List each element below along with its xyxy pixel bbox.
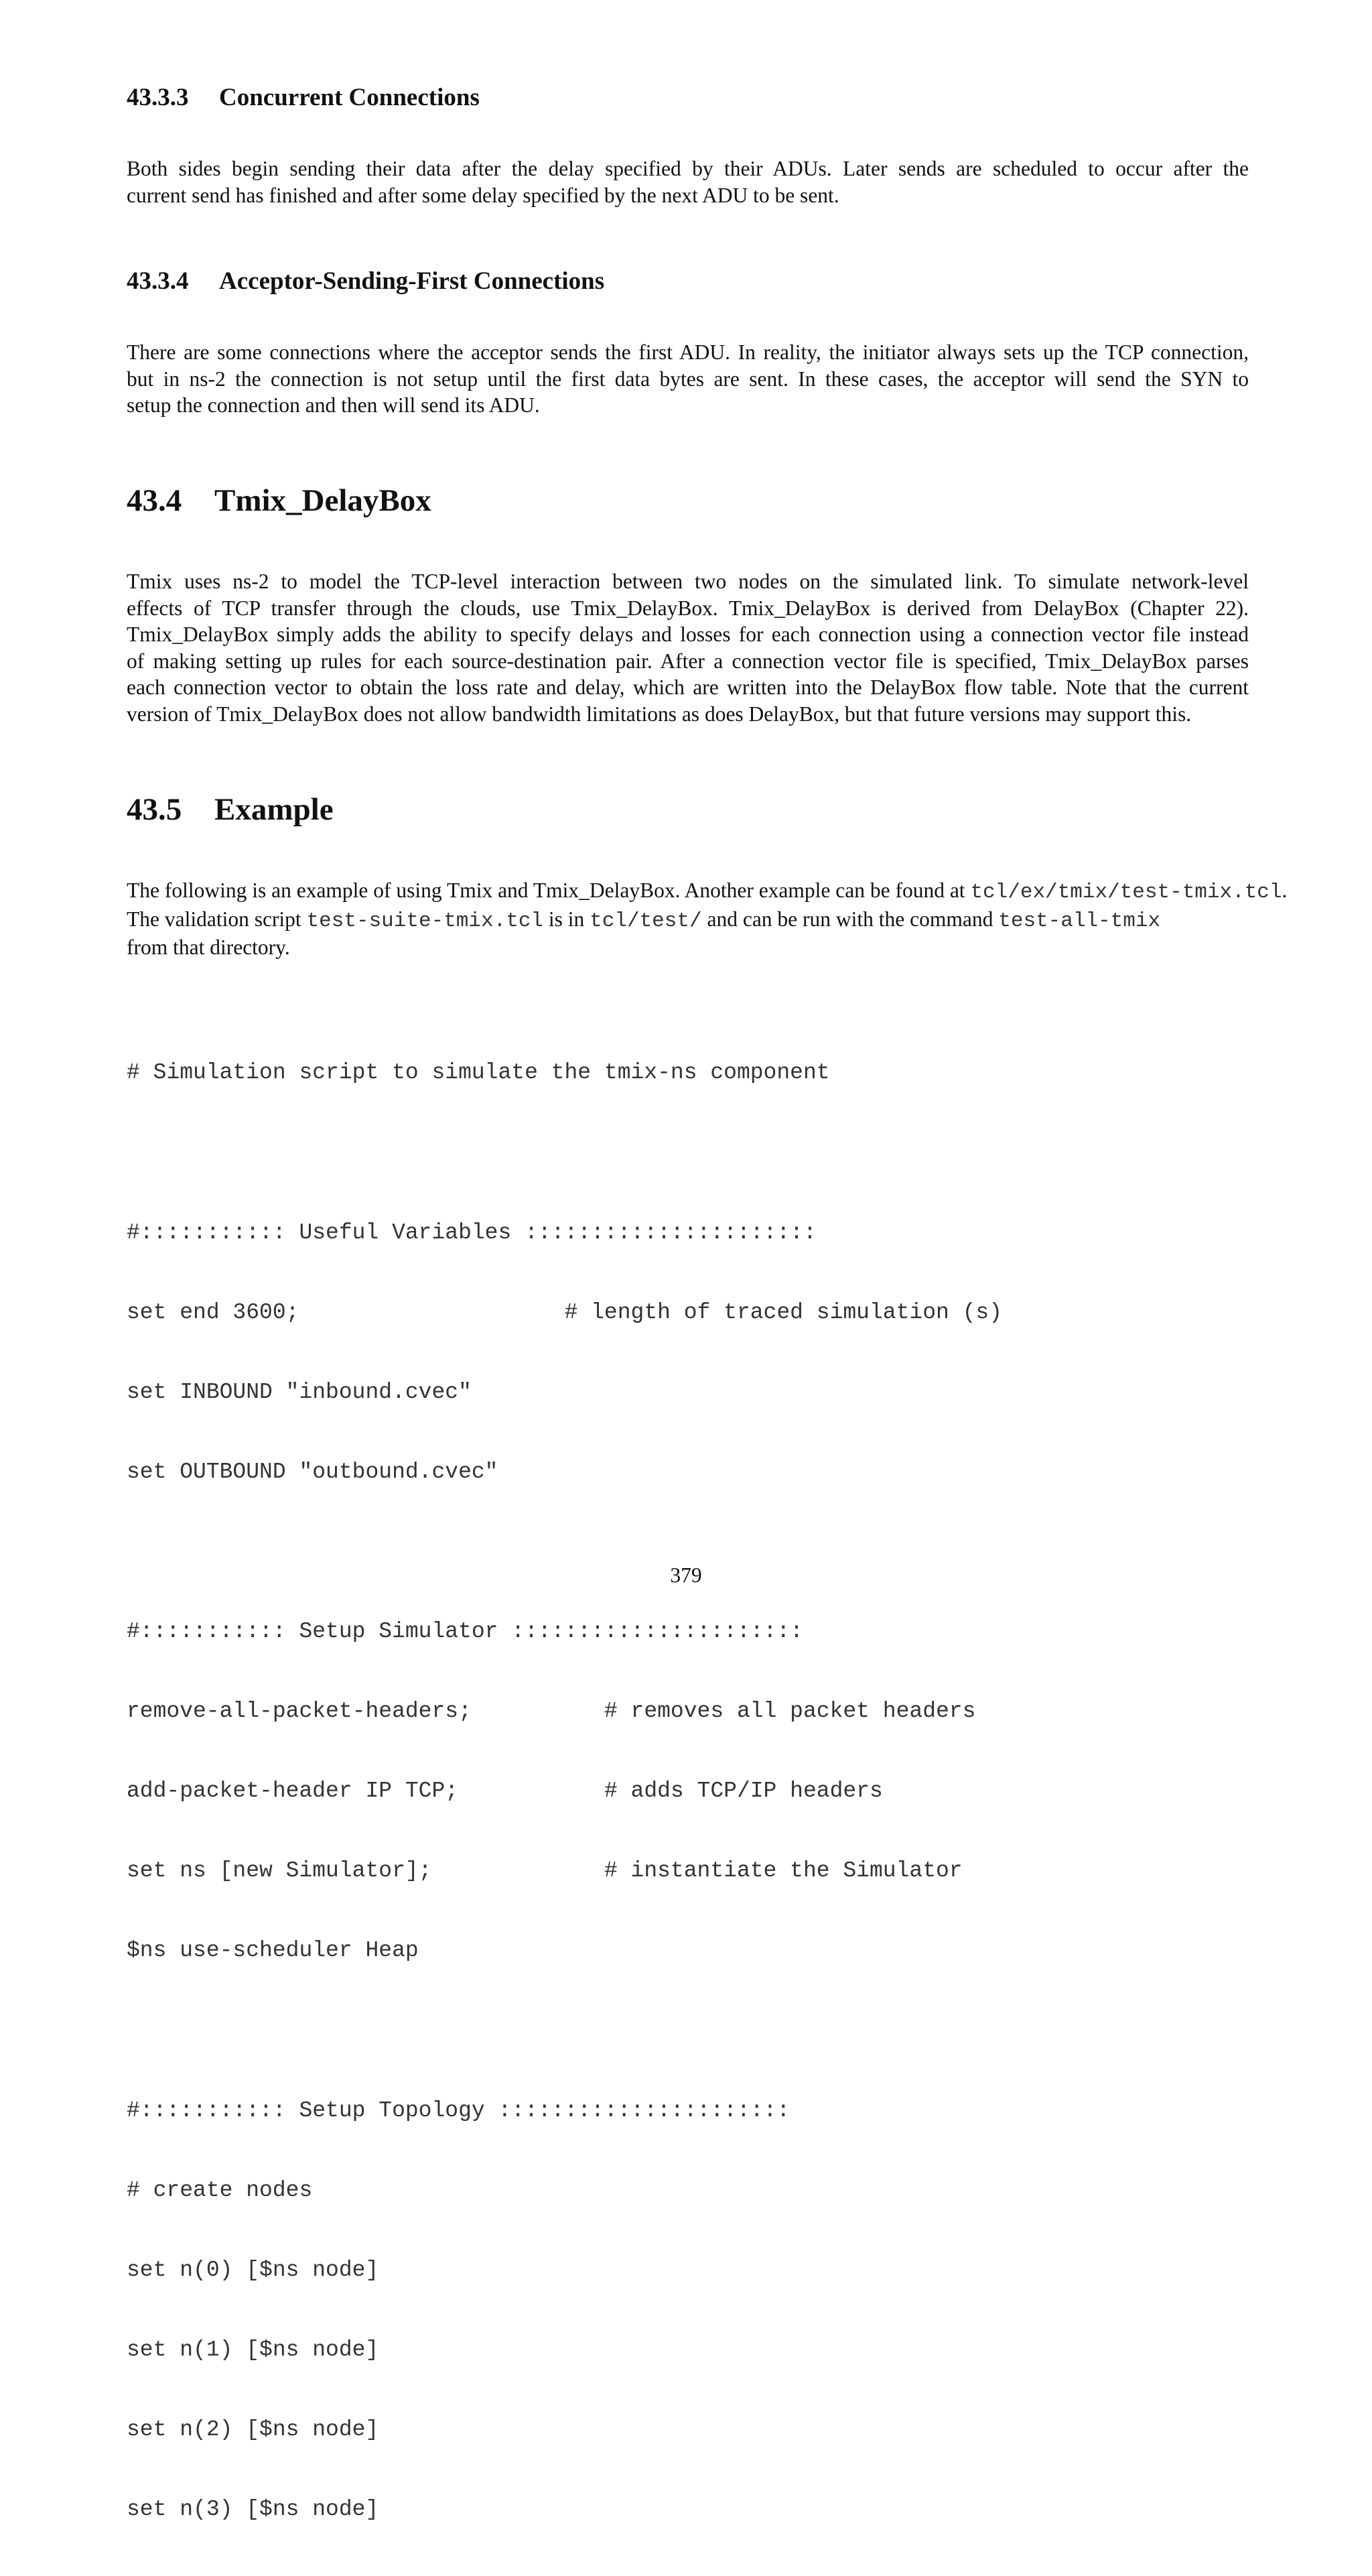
- paragraph-line: version of Tmix_DelayBox does not allow bandwidth limitations as does DelayBox, but that future versions may support this.: [127, 702, 1192, 726]
- code-line: [127, 2018, 1002, 2045]
- section-title: Tmix_DelayBox: [214, 483, 431, 518]
- paragraph-line: of making setting up rules for each source-destination pair. After a connection vector file is specified, Tmix_DelayBox parses: [127, 649, 1249, 673]
- code-line: $ns use-scheduler Heap: [127, 1938, 419, 1963]
- section-number: 43.5: [127, 792, 182, 827]
- heading-43-5: [127, 791, 334, 828]
- paragraph-acceptor-sending-first: [127, 339, 1249, 419]
- section-title: Example: [214, 792, 334, 827]
- code-line: set n(0) [$ns node]: [127, 2257, 379, 2282]
- code-line: add-packet-header IP TCP; # adds TCP/IP headers: [127, 1779, 883, 1804]
- code-listing: [127, 1007, 1002, 2576]
- code-line: set INBOUND "inbound.cvec": [127, 1379, 472, 1405]
- code-line: set n(3) [$ns node]: [127, 2497, 379, 2522]
- text-run: The validation script: [127, 907, 307, 931]
- code-line: set n(2) [$ns node]: [127, 2417, 379, 2442]
- section-title: Concurrent Connections: [219, 84, 480, 111]
- text-run: and can be run with the command: [701, 907, 999, 931]
- paragraph-line: There are some connections where the acceptor sends the first ADU. In reality, the initiator always sets up the TCP connection,: [127, 340, 1249, 364]
- code-line: [127, 1140, 1002, 1167]
- code-line: set end 3600; # length of traced simulation (s): [127, 1299, 1003, 1325]
- paragraph-line: [127, 906, 1292, 935]
- paragraph-tmix-delaybox: [127, 568, 1249, 727]
- section-number: 43.3.4: [127, 267, 189, 295]
- code-line: #::::::::::: Useful Variables ::::::::::::::::::::::: [127, 1220, 817, 1245]
- code-path-test-tmix: tcl/ex/tmix/test-tmix.tcl: [970, 881, 1282, 904]
- code-test-directory: tcl/test/: [590, 909, 702, 933]
- heading-43-4: [127, 482, 431, 519]
- paragraph-line: Tmix uses ns-2 to model the TCP-level interaction between two nodes on the simulated link. To simulate network-level: [127, 570, 1249, 593]
- section-number: 43.4: [127, 483, 182, 518]
- paragraph-concurrent-connections: [127, 155, 1249, 208]
- paragraph-line: each connection vector to obtain the loss rate and delay, which are written into the DelayBox flow table. Note that the current: [127, 675, 1249, 699]
- paragraph-line: Both sides begin sending their data after the delay specified by their ADUs. Later sends are scheduled to occur after the: [127, 157, 1249, 180]
- code-validation-script: test-suite-tmix.tcl: [306, 909, 544, 933]
- paragraph-line: current send has finished and after some delay specified by the next ADU to be sent.: [127, 183, 839, 207]
- paragraph-line: Tmix_DelayBox simply adds the ability to specify delays and losses for each connection using a connection vector file instead: [127, 623, 1249, 646]
- paragraph-line: effects of TCP transfer through the clouds, use Tmix_DelayBox. Tmix_DelayBox is derived from DelayBox (Chapter 22).: [127, 596, 1249, 620]
- paragraph-line: but in ns-2 the connection is not setup until the first data bytes are sent. In these cases, the acceptor will send the SYN to: [127, 367, 1249, 391]
- paragraph-line: setup the connection and then will send its ADU.: [127, 393, 540, 417]
- section-number: 43.3.3: [127, 84, 189, 111]
- code-line: set n(1) [$ns node]: [127, 2337, 379, 2362]
- code-line: [127, 1539, 1002, 1565]
- paragraph-example-intro: [127, 877, 1292, 961]
- code-line: remove-all-packet-headers; # removes all packet headers: [127, 1699, 976, 1724]
- heading-43-3-3: [127, 83, 480, 112]
- heading-43-3-4: [127, 267, 604, 296]
- code-line: # Simulation script to simulate the tmix-ns component: [127, 1060, 830, 1086]
- code-line: set OUTBOUND "outbound.cvec": [127, 1459, 498, 1484]
- page-number: 379: [670, 1563, 702, 1587]
- code-line: set ns [new Simulator]; # instantiate the Simulator: [127, 1858, 963, 1884]
- code-line: #::::::::::: Setup Topology ::::::::::::::::::::::: [127, 2098, 791, 2123]
- paragraph-line: from that directory.: [127, 936, 290, 959]
- code-test-command: test-all-tmix: [998, 909, 1161, 933]
- text-run: .: [1282, 879, 1288, 902]
- text-run: is in: [543, 907, 590, 931]
- text-run: The following is an example of using Tmix and Tmix_DelayBox. Another example can be found at: [127, 879, 971, 902]
- section-title: Acceptor-Sending-First Connections: [219, 267, 605, 295]
- code-line: # create nodes: [127, 2177, 313, 2203]
- code-line: #::::::::::: Setup Simulator ::::::::::::::::::::::: [127, 1619, 803, 1645]
- paragraph-line: [127, 877, 1292, 906]
